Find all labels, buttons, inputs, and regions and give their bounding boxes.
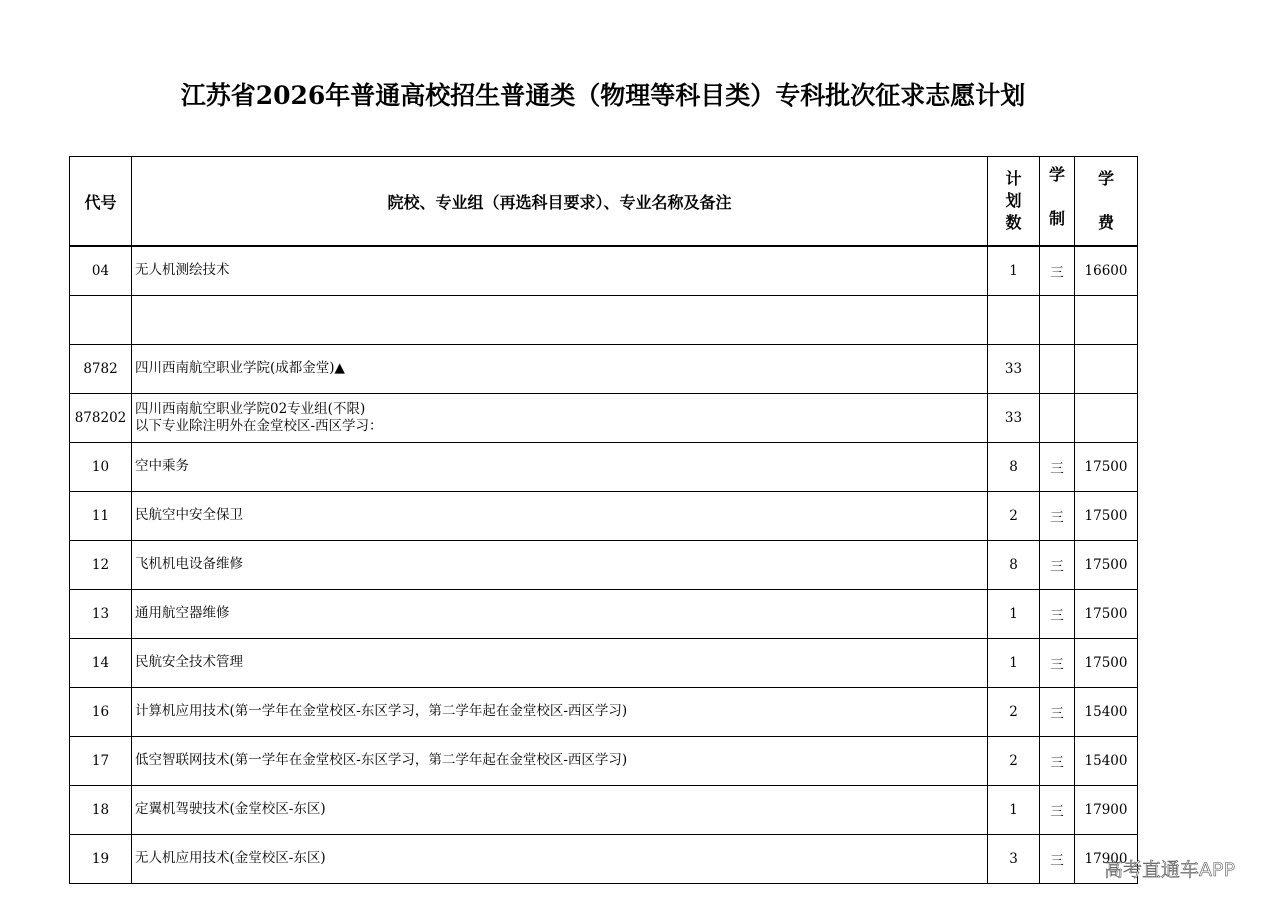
header-name: 院校、专业组（再选科目要求）、专业名称及备注 xyxy=(132,157,988,247)
row-name-line: 四川西南航空职业学院(成都金堂)▲ xyxy=(135,360,345,376)
row-duration: 三 xyxy=(1040,687,1075,736)
table-body xyxy=(70,246,1138,883)
row-fee: 17500 xyxy=(1075,442,1138,491)
row-plan: 2 xyxy=(988,736,1040,785)
row-duration: 三 xyxy=(1040,442,1075,491)
row-fee xyxy=(1075,393,1138,442)
table-row xyxy=(70,589,1138,638)
table-row xyxy=(70,834,1138,883)
row-duration: 三 xyxy=(1040,834,1075,883)
enrollment-plan-table xyxy=(69,156,1138,884)
row-duration: 三 xyxy=(1040,589,1075,638)
table-row xyxy=(70,540,1138,589)
table-row xyxy=(70,295,1138,344)
row-name-line: 民航空中安全保卫 xyxy=(135,507,243,523)
row-plan: 33 xyxy=(988,344,1040,393)
row-fee: 17900 xyxy=(1075,834,1138,883)
row-fee: 17500 xyxy=(1075,540,1138,589)
row-name-line: 定翼机驾驶技术(金堂校区-东区) xyxy=(135,801,326,817)
row-code: 17 xyxy=(70,736,132,785)
page-title: 江苏省2026年普通高校招生普通类（物理等科目类）专科批次征求志愿计划 xyxy=(180,81,1026,110)
table-row xyxy=(70,638,1138,687)
row-fee xyxy=(1075,295,1138,344)
row-plan: 2 xyxy=(988,491,1040,540)
table-row xyxy=(70,785,1138,834)
row-duration: 三 xyxy=(1040,638,1075,687)
row-duration: 三 xyxy=(1040,540,1075,589)
table-header-row xyxy=(70,157,1138,247)
row-code: 878202 xyxy=(70,393,132,442)
row-duration: 三 xyxy=(1040,785,1075,834)
row-plan: 1 xyxy=(988,246,1040,295)
row-code xyxy=(70,295,132,344)
table-row xyxy=(70,344,1138,393)
header-fee-label: 学费 xyxy=(1098,169,1115,232)
row-duration xyxy=(1040,295,1075,344)
row-fee: 17500 xyxy=(1075,589,1138,638)
row-name-line: 飞机机电设备维修 xyxy=(135,556,243,572)
table-row xyxy=(70,736,1138,785)
row-code: 14 xyxy=(70,638,132,687)
watermark: 高考直通车APP xyxy=(1104,859,1235,881)
header-plan-label: 计划数 xyxy=(1005,169,1022,232)
row-plan xyxy=(988,295,1040,344)
row-name-line: 无人机应用技术(金堂校区-东区) xyxy=(135,850,326,866)
row-code: 16 xyxy=(70,687,132,736)
row-name xyxy=(132,540,988,589)
row-name-line: 空中乘务 xyxy=(135,458,189,474)
row-duration: 三 xyxy=(1040,246,1075,295)
row-fee: 16600 xyxy=(1075,246,1138,295)
row-code: 10 xyxy=(70,442,132,491)
row-fee: 17900 xyxy=(1075,785,1138,834)
row-code: 04 xyxy=(70,246,132,295)
row-name xyxy=(132,589,988,638)
row-code: 19 xyxy=(70,834,132,883)
row-code: 13 xyxy=(70,589,132,638)
row-name xyxy=(132,344,988,393)
row-name-note: 以下专业除注明外在金堂校区-西区学习： xyxy=(135,417,383,434)
table-row xyxy=(70,491,1138,540)
row-code: 12 xyxy=(70,540,132,589)
row-name xyxy=(132,246,988,295)
row-fee xyxy=(1075,344,1138,393)
row-name xyxy=(132,687,988,736)
row-name-line: 四川西南航空职业学院02专业组(不限) xyxy=(135,400,366,417)
row-name-line: 无人机测绘技术 xyxy=(135,262,230,279)
row-name xyxy=(132,295,988,344)
header-plan xyxy=(988,157,1040,247)
row-duration: 三 xyxy=(1040,736,1075,785)
row-name-line: 计算机应用技术(第一学年在金堂校区-东区学习，第二学年起在金堂校区-西区学习) xyxy=(135,703,628,719)
table-row xyxy=(70,246,1138,295)
row-name xyxy=(132,736,988,785)
row-name xyxy=(132,491,988,540)
table-row xyxy=(70,393,1138,442)
row-code: 18 xyxy=(70,785,132,834)
header-fee xyxy=(1075,157,1138,247)
row-plan: 1 xyxy=(988,589,1040,638)
row-fee: 17500 xyxy=(1075,491,1138,540)
header-code: 代号 xyxy=(70,157,132,247)
row-name xyxy=(132,785,988,834)
row-name-line: 低空智联网技术(第一学年在金堂校区-东区学习，第二学年起在金堂校区-西区学习) xyxy=(135,752,628,768)
row-fee: 15400 xyxy=(1075,687,1138,736)
row-name-line: 通用航空器维修 xyxy=(135,605,230,621)
table-row xyxy=(70,442,1138,491)
row-plan: 33 xyxy=(988,393,1040,442)
row-name xyxy=(132,834,988,883)
row-fee: 15400 xyxy=(1075,736,1138,785)
row-code: 8782 xyxy=(70,344,132,393)
row-plan: 3 xyxy=(988,834,1040,883)
row-plan: 1 xyxy=(988,638,1040,687)
row-name-line: 民航安全技术管理 xyxy=(135,654,243,670)
row-fee: 17500 xyxy=(1075,638,1138,687)
row-plan: 2 xyxy=(988,687,1040,736)
header-duration xyxy=(1040,157,1075,247)
row-name xyxy=(132,393,988,442)
row-duration: 三 xyxy=(1040,491,1075,540)
header-duration-label: 学制 xyxy=(1049,165,1066,228)
row-code: 11 xyxy=(70,491,132,540)
row-plan: 1 xyxy=(988,785,1040,834)
row-name xyxy=(132,442,988,491)
row-name xyxy=(132,638,988,687)
row-plan: 8 xyxy=(988,540,1040,589)
row-plan: 8 xyxy=(988,442,1040,491)
row-duration xyxy=(1040,344,1075,393)
row-duration xyxy=(1040,393,1075,442)
table-row xyxy=(70,687,1138,736)
